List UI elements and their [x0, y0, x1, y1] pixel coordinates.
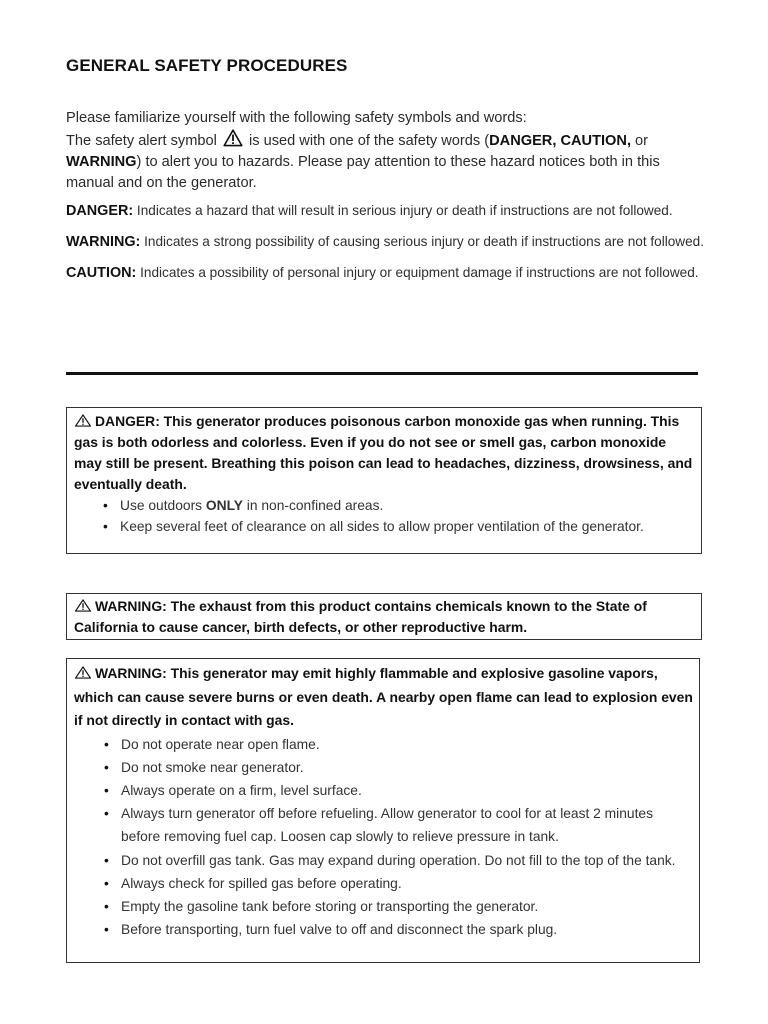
intro-text: is used with one of the safety words (: [249, 133, 490, 149]
warning-triangle-icon: [74, 666, 92, 679]
list-item-text: Use outdoors: [120, 498, 206, 513]
bullet: •: [104, 852, 109, 868]
list-item: [74, 802, 693, 848]
danger-heading: [74, 411, 695, 495]
definition-term: CAUTION:: [66, 265, 137, 281]
warning-heading-text: WARNING: This generator may emit highly flammable and explosive gasoline vapors, which can cause severe burns or even death. A nearby open flame can lead to explosion even if not directly in contact with gas.: [74, 665, 693, 728]
list-item: [74, 895, 693, 918]
danger-box: [66, 407, 702, 554]
intro-bold-word: WARNING: [66, 154, 137, 170]
list-item: [74, 779, 693, 802]
list-item-text: Keep several feet of clearance on all sides to allow proper ventilation of the generator.: [120, 519, 644, 534]
intro-text: or: [631, 133, 649, 149]
bullet: •: [104, 806, 109, 822]
danger-list: [74, 495, 695, 537]
bullet: •: [104, 898, 109, 914]
intro-line-1: Please familiarize yourself with the following safety symbols and words:: [66, 110, 527, 126]
list-item-text: Before transporting, turn fuel valve to off and disconnect the spark plug.: [121, 922, 558, 938]
list-item: [74, 756, 693, 779]
bullet: •: [104, 782, 109, 798]
page-title: GENERAL SAFETY PROCEDURES: [66, 56, 348, 75]
list-item-text: Do not operate near open flame.: [121, 736, 320, 752]
intro-paragraph: [66, 108, 706, 194]
section-divider: [66, 372, 698, 375]
list-item-text: Empty the gasoline tank before storing or transporting the generator.: [121, 898, 539, 914]
warning-heading: [74, 596, 695, 638]
warning-box-california: [66, 593, 702, 640]
list-item-bold: ONLY: [205, 498, 243, 513]
list-item-text: Do not smoke near generator.: [121, 759, 304, 775]
list-item-text: Do not overfill gas tank. Gas may expand during operation. Do not fill to the top of the tank.: [121, 852, 676, 868]
bullet: •: [103, 498, 108, 513]
bullet: •: [103, 519, 108, 534]
list-item: [74, 733, 693, 756]
list-item: [74, 495, 695, 516]
definition-warning: [66, 231, 706, 253]
list-item-text: Always check for spilled gas before operating.: [121, 875, 402, 891]
list-item-text: Always turn generator off before refueling. Allow generator to cool for at least 2 minutes before removing fuel cap. Loosen cap slowly to relieve pressure in tank.: [121, 806, 653, 845]
bullet: •: [104, 875, 109, 891]
warning-heading-text: WARNING: The exhaust from this product contains chemicals known to the State of California to cause cancer, birth defects, or other reproductive harm.: [74, 598, 647, 635]
definition-text: Indicates a strong possibility of causing serious injury or death if instructions are not followed.: [140, 234, 705, 249]
gasoline-list: [74, 733, 693, 942]
intro-text: The safety alert symbol: [66, 133, 217, 149]
list-item: [74, 872, 693, 895]
list-item: [74, 516, 695, 537]
definition-text: Indicates a possibility of personal injury or equipment damage if instructions are not followed.: [136, 265, 699, 280]
bullet: •: [104, 922, 109, 938]
warning-triangle-icon: [74, 599, 92, 612]
bullet: •: [104, 736, 109, 752]
intro-text: ) to alert you to hazards. Please pay attention to these hazard notices both in this manual and on the generator.: [66, 154, 660, 191]
definition-danger: [66, 200, 706, 222]
danger-heading-text: DANGER: This generator produces poisonous carbon monoxide gas when running. This gas is both odorless and colorless. Even if you do not see or smell gas, carbon monoxide may still be present. Breathing this poison can lead to headaches, dizziness, drowsiness, and eventually death.: [74, 413, 693, 492]
warning-heading: [74, 662, 693, 733]
warning-box-gasoline: [66, 658, 700, 963]
definition-text: Indicates a hazard that will result in serious injury or death if instructions are not followed.: [133, 203, 673, 218]
bullet: •: [104, 759, 109, 775]
list-item-text: Always operate on a firm, level surface.: [121, 782, 362, 798]
list-item: [74, 849, 693, 872]
intro-line-2: [66, 129, 706, 194]
warning-triangle-icon: [223, 129, 243, 147]
list-item-text: in non-confined areas.: [242, 498, 384, 513]
definition-term: DANGER:: [66, 203, 134, 219]
definition-term: WARNING:: [66, 234, 141, 250]
definition-caution: [66, 262, 706, 284]
definitions: [66, 200, 706, 293]
intro-bold-words: DANGER, CAUTION,: [489, 133, 631, 149]
warning-triangle-icon: [74, 414, 92, 427]
list-item: [74, 918, 693, 941]
